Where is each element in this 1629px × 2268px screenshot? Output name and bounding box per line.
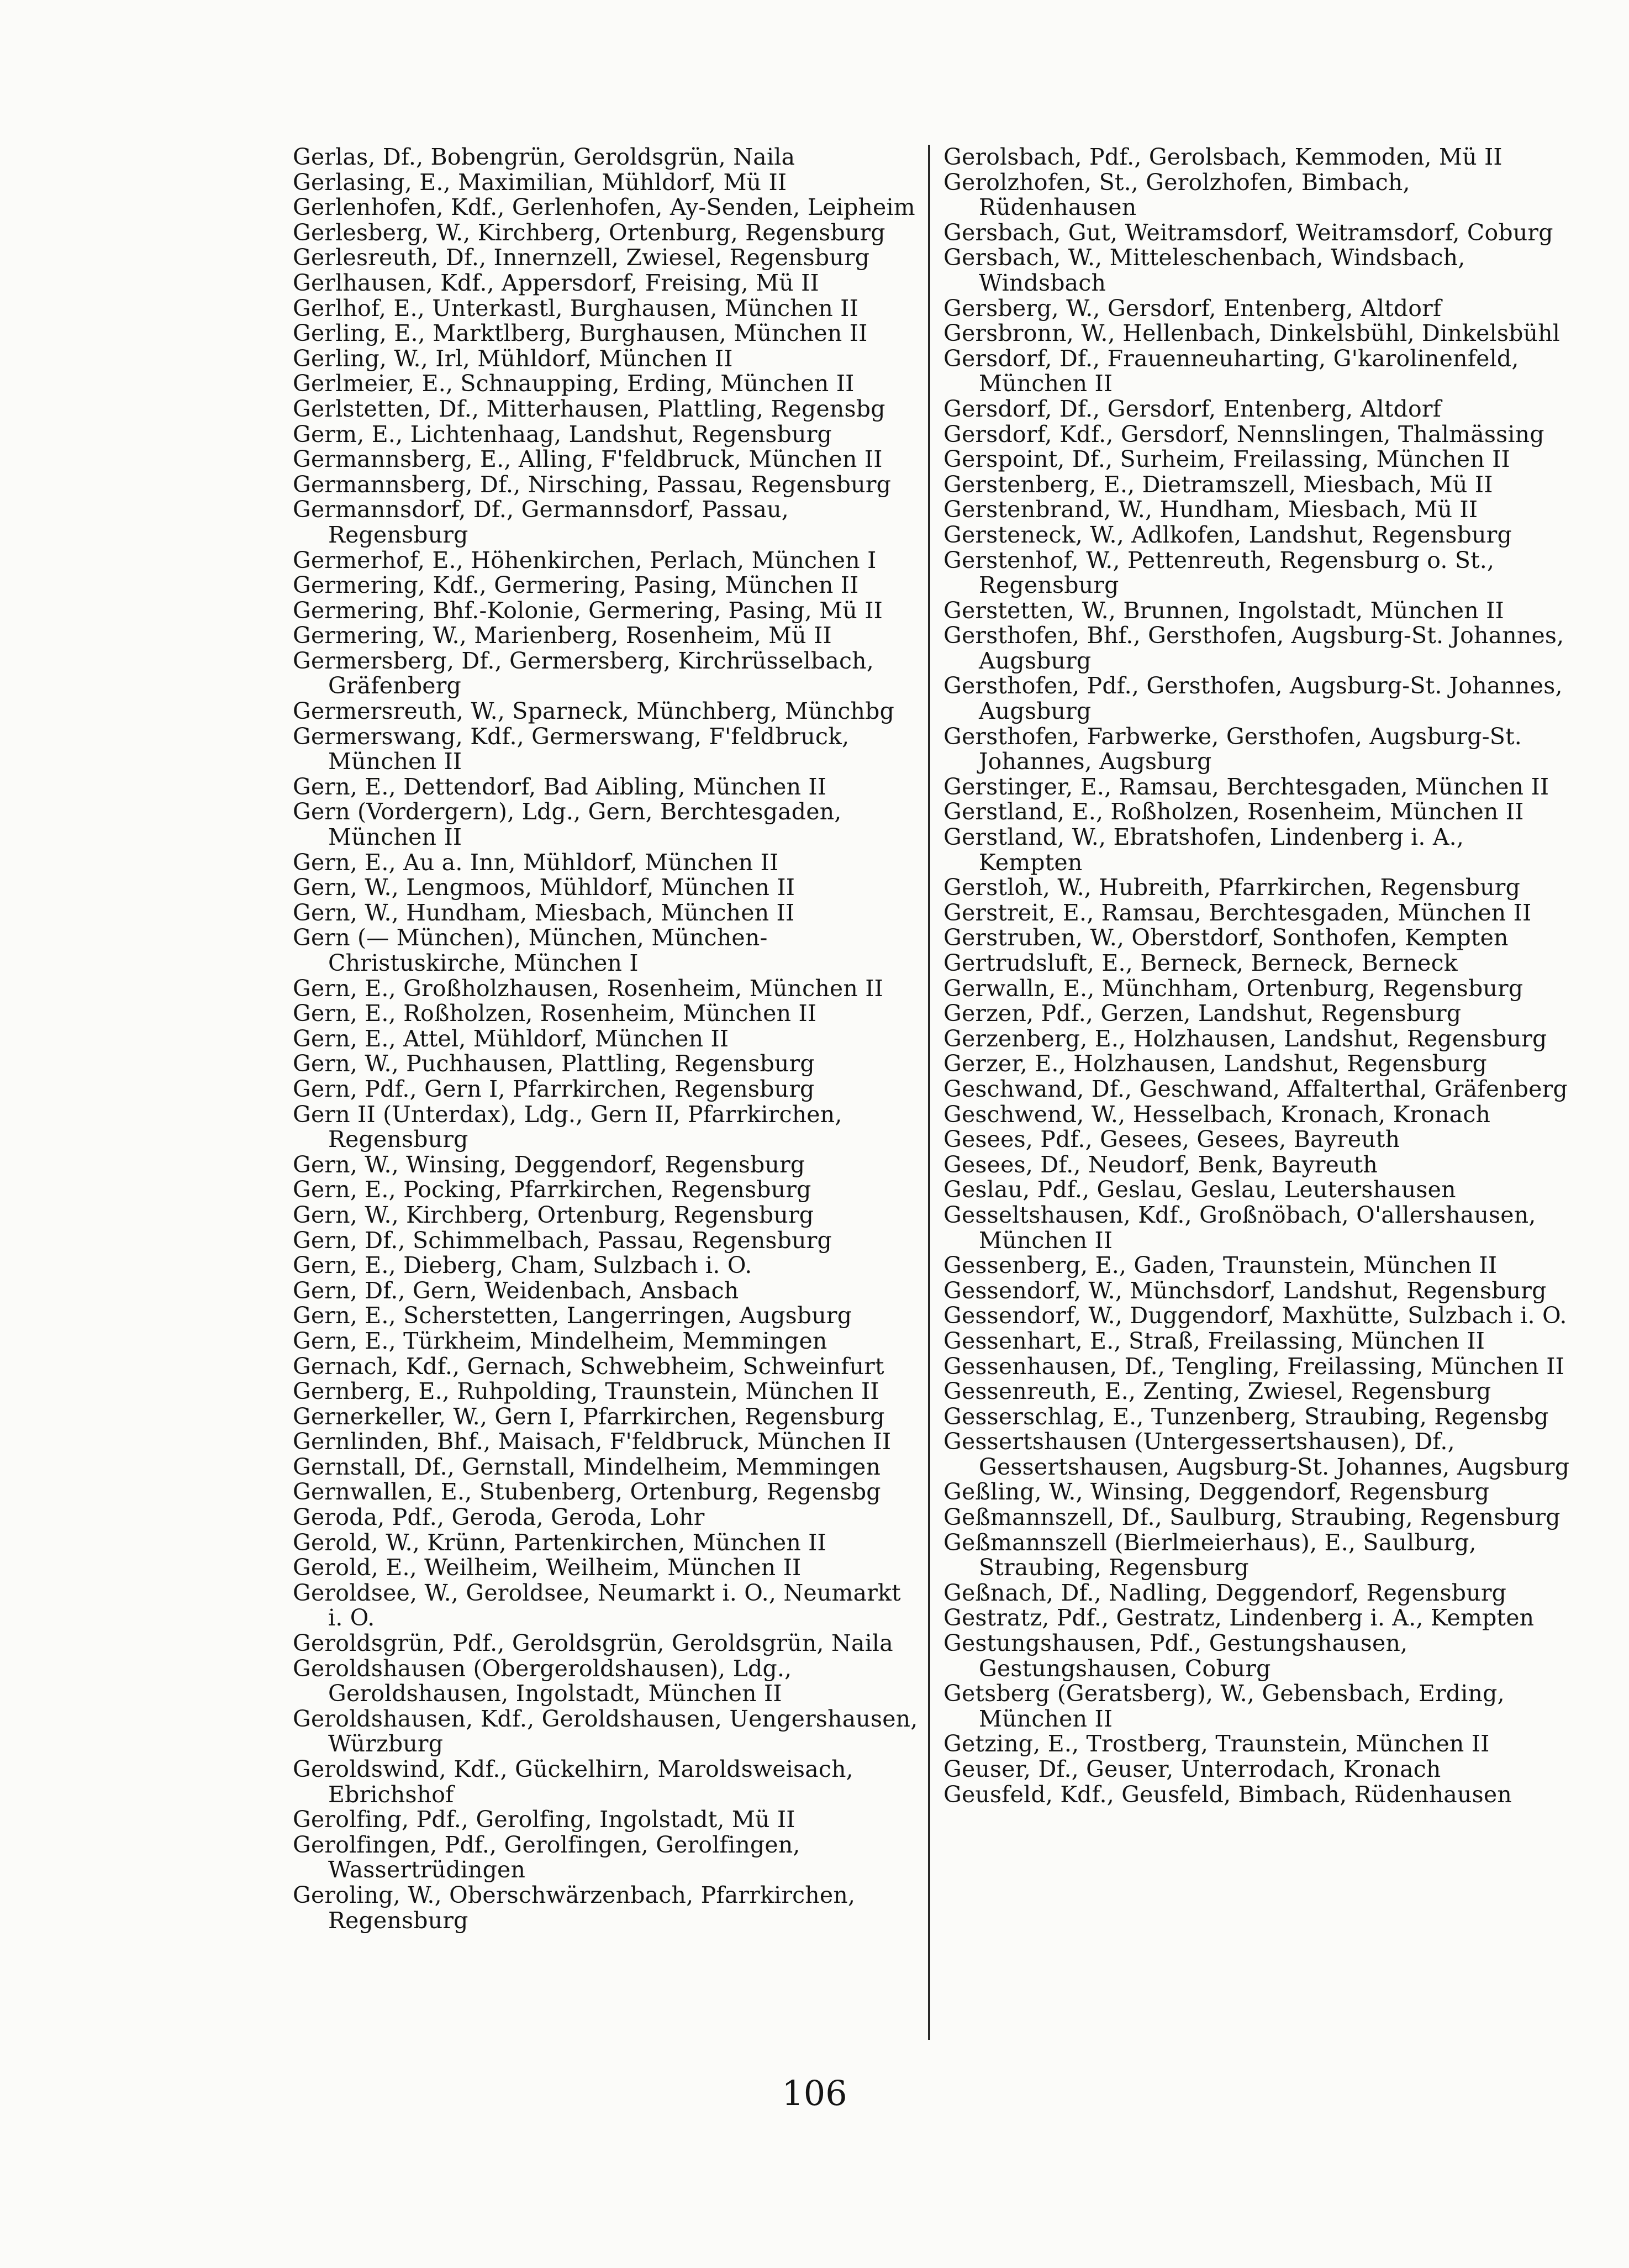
directory-entry: Gerspoint, Df., Surheim, Freilassing, München II	[943, 446, 1510, 473]
directory-entry: Getsberg (Geratsberg), W., Gebensbach, Erding, München II	[943, 1680, 1505, 1732]
directory-entry: Gern, E., Attel, Mühldorf, München II	[293, 1025, 729, 1052]
directory-entry: Gerlmeier, E., Schnaupping, Erding, München II	[293, 370, 855, 397]
directory-entry: Gessertshausen (Untergessertshausen), Df., Gessertshausen, Augsburg-St. Johannes, Augsburg	[943, 1428, 1570, 1480]
directory-entry: Gerstreit, E., Ramsau, Berchtesgaden, München II	[943, 899, 1532, 926]
directory-entry: Gern (Vordergern), Ldg., Gern, Berchtesgaden, München II	[293, 798, 842, 851]
directory-entry: Gern, E., Roßholzen, Rosenheim, München II	[293, 1000, 817, 1027]
directory-entry: Gernlinden, Bhf., Maisach, F'feldbruck, München II	[293, 1428, 892, 1455]
directory-entry: Germering, W., Marienberg, Rosenheim, Mü II	[293, 622, 832, 649]
directory-entry: Gerstenhof, W., Pettenreuth, Regensburg o. St., Regensburg	[943, 546, 1495, 599]
directory-entry: Gesseltshausen, Kdf., Großnöbach, O'allershausen, München II	[943, 1201, 1536, 1254]
directory-entry: Gern, W., Hundham, Miesbach, München II	[293, 899, 795, 926]
directory-entry: Gernwallen, E., Stubenberg, Ortenburg, Regensbg	[293, 1478, 881, 1506]
directory-entry: Gerlhausen, Kdf., Appersdorf, Freising, Mü II	[293, 269, 819, 296]
directory-entry: Germannsberg, Df., Nirsching, Passau, Regensburg	[293, 471, 892, 498]
directory-entry: Gerzer, E., Holzhausen, Landshut, Regensburg	[943, 1050, 1487, 1077]
directory-entry: Geroldswind, Kdf., Gückelhirn, Maroldsweisach, Ebrichshof	[293, 1756, 853, 1808]
directory-entry: Gern II (Unterdax), Ldg., Gern II, Pfarrkirchen, Regensburg	[293, 1101, 842, 1153]
directory-entry: Geschwand, Df., Geschwand, Affalterthal, Gräfenberg	[943, 1075, 1568, 1102]
directory-entry: Gerlasing, E., Maximilian, Mühldorf, Mü II	[293, 169, 787, 196]
directory-entry: Gerling, E., Marktlberg, Burghausen, München II	[293, 320, 868, 347]
directory-entry: Gersthofen, Bhf., Gersthofen, Augsburg-St. Johannes, Augsburg	[943, 622, 1564, 674]
directory-entry: Gerold, E., Weilheim, Weilheim, München II	[293, 1554, 802, 1581]
directory-entry: Germering, Bhf.-Kolonie, Germering, Pasing, Mü II	[293, 597, 883, 624]
directory-entry: Gessenreuth, E., Zenting, Zwiesel, Regensburg	[943, 1378, 1491, 1405]
directory-entry: Geroda, Pdf., Geroda, Geroda, Lohr	[293, 1504, 705, 1531]
directory-entry: Geroldsgrün, Pdf., Geroldsgrün, Geroldsgrün, Naila	[293, 1630, 893, 1657]
directory-entry: Gern, E., Türkheim, Mindelheim, Memmingen	[293, 1327, 827, 1354]
column-divider	[928, 145, 930, 2040]
directory-entry: Gerolfingen, Pdf., Gerolfingen, Gerolfingen, Wassertrüdingen	[293, 1831, 800, 1883]
directory-entry: Gersdorf, Df., Frauenneuharting, G'karolinenfeld, München II	[943, 345, 1519, 397]
directory-entry: Gerlstetten, Df., Mitterhausen, Plattling, Regensbg	[293, 395, 885, 422]
directory-entry: Gersberg, W., Gersdorf, Entenberg, Altdorf	[943, 294, 1442, 322]
directory-entry: Gesees, Pdf., Gesees, Gesees, Bayreuth	[943, 1126, 1400, 1153]
directory-entry: Gerzenberg, E., Holzhausen, Landshut, Regensburg	[943, 1025, 1547, 1052]
directory-entry: Geßling, W., Winsing, Deggendorf, Regensburg	[943, 1478, 1490, 1506]
directory-entry: Germerhof, E., Höhenkirchen, Perlach, München I	[293, 546, 877, 573]
directory-entry: Gersbach, Gut, Weitramsdorf, Weitramsdorf, Coburg	[943, 219, 1553, 246]
directory-entry: Gersdorf, Df., Gersdorf, Entenberg, Altdorf	[943, 395, 1442, 422]
directory-entry: Gern, E., Pocking, Pfarrkirchen, Regensburg	[293, 1176, 811, 1203]
directory-entry: Gersbach, W., Mitteleschenbach, Windsbach, Windsbach	[943, 244, 1465, 296]
right-column	[943, 145, 1573, 1807]
directory-entry: Gerstenbrand, W., Hundham, Miesbach, Mü II	[943, 496, 1478, 523]
directory-entry: Germannsberg, E., Alling, F'feldbruck, München II	[293, 446, 883, 473]
directory-entry: Gerolzhofen, St., Gerolzhofen, Bimbach, Rüdenhausen	[943, 169, 1410, 221]
directory-entry: Gestungshausen, Pdf., Gestungshausen, Gestungshausen, Coburg	[943, 1630, 1408, 1682]
directory-entry: Gernach, Kdf., Gernach, Schwebheim, Schweinfurt	[293, 1353, 884, 1380]
directory-entry: Gessendorf, W., Duggendorf, Maxhütte, Sulzbach i. O.	[943, 1302, 1567, 1329]
directory-entry: Gertrudsluft, E., Berneck, Berneck, Berneck	[943, 950, 1458, 976]
directory-entry: Gerzen, Pdf., Gerzen, Landshut, Regensburg	[943, 1000, 1462, 1027]
directory-entry: Gersbronn, W., Hellenbach, Dinkelsbühl, Dinkelsbühl	[943, 320, 1561, 347]
directory-entry: Geßnach, Df., Nadling, Deggendorf, Regensburg	[943, 1579, 1507, 1606]
directory-entry: Germersberg, Df., Germersberg, Kirchrüsselbach, Gräfenberg	[293, 647, 874, 699]
directory-entry: Gernstall, Df., Gernstall, Mindelheim, Memmingen	[293, 1453, 881, 1480]
directory-entry: Gern, W., Kirchberg, Ortenburg, Regensburg	[293, 1201, 814, 1228]
directory-entry: Geusfeld, Kdf., Geusfeld, Bimbach, Rüdenhausen	[943, 1781, 1512, 1808]
directory-entry: Getzing, E., Trostberg, Traunstein, München II	[943, 1730, 1490, 1757]
directory-entry: Gerlenhofen, Kdf., Gerlenhofen, Ay-Senden, Leipheim	[293, 194, 915, 221]
directory-entry: Geroldsee, W., Geroldsee, Neumarkt i. O., Neumarkt i. O.	[293, 1579, 901, 1632]
directory-entry: Geßmannszell, Df., Saulburg, Straubing, Regensburg	[943, 1504, 1561, 1531]
directory-entry: Gerstetten, W., Brunnen, Ingolstadt, München II	[943, 597, 1504, 624]
directory-entry: Gersdorf, Kdf., Gersdorf, Nennslingen, Thalmässing	[943, 420, 1544, 448]
directory-entry: Gern, Df., Gern, Weidenbach, Ansbach	[293, 1277, 739, 1304]
directory-entry: Gerolsbach, Pdf., Gerolsbach, Kemmoden, Mü II	[943, 144, 1503, 170]
directory-entry: Gern, W., Winsing, Deggendorf, Regensburg	[293, 1151, 805, 1178]
directory-entry: Gern, E., Scherstetten, Langerringen, Augsburg	[293, 1302, 852, 1329]
directory-entry: Gerstland, W., Ebratshofen, Lindenberg i. A., Kempten	[943, 824, 1464, 876]
directory-entry: Gern, E., Großholzhausen, Rosenheim, München II	[293, 975, 884, 1002]
directory-entry: Gerstenberg, E., Dietramszell, Miesbach, Mü II	[943, 471, 1493, 498]
directory-entry: Gern, W., Puchhausen, Plattling, Regensburg	[293, 1050, 815, 1077]
directory-entry: Gern, W., Lengmoos, Mühldorf, München II	[293, 874, 795, 901]
directory-entry: Gesserschlag, E., Tunzenberg, Straubing, Regensbg	[943, 1403, 1549, 1430]
directory-entry: Gernberg, E., Ruhpolding, Traunstein, München II	[293, 1378, 879, 1405]
directory-entry: Gern, E., Dettendorf, Bad Aibling, München II	[293, 773, 827, 800]
directory-entry: Gersteneck, W., Adlkofen, Landshut, Regensburg	[943, 521, 1512, 548]
directory-entry: Germ, E., Lichtenhaag, Landshut, Regensburg	[293, 420, 832, 448]
directory-entry: Gessenhausen, Df., Tengling, Freilassing, München II	[943, 1353, 1565, 1380]
directory-entry: Germannsdorf, Df., Germannsdorf, Passau, Regensburg	[293, 496, 789, 548]
directory-entry: Geschwend, W., Hesselbach, Kronach, Kronach	[943, 1101, 1491, 1128]
directory-entry: Gerwalln, E., Münchham, Ortenburg, Regensburg	[943, 975, 1523, 1002]
directory-entry: Gessenhart, E., Straß, Freilassing, München II	[943, 1327, 1485, 1354]
directory-entry: Gessenberg, E., Gaden, Traunstein, München II	[943, 1252, 1498, 1279]
directory-entry: Gerlesreuth, Df., Innernzell, Zwiesel, Regensburg	[293, 244, 870, 271]
directory-entry: Geroldshausen (Obergeroldshausen), Ldg., Geroldshausen, Ingolstadt, München II	[293, 1655, 792, 1707]
directory-entry: Gerstland, E., Roßholzen, Rosenheim, München II	[943, 798, 1524, 825]
directory-entry: Gerold, W., Krünn, Partenkirchen, München II	[293, 1529, 826, 1556]
directory-entry: Gersthofen, Pdf., Gersthofen, Augsburg-St. Johannes, Augsburg	[943, 672, 1563, 725]
directory-entry: Gerstruben, W., Oberstdorf, Sonthofen, Kempten	[943, 924, 1509, 951]
directory-entry: Gerlesberg, W., Kirchberg, Ortenburg, Regensburg	[293, 219, 885, 246]
directory-entry: Gerlhof, E., Unterkastl, Burghausen, München II	[293, 294, 858, 322]
directory-entry: Gern, E., Dieberg, Cham, Sulzbach i. O.	[293, 1252, 752, 1279]
directory-entry: Gern (— München), München, München-Christuskirche, München I	[293, 924, 768, 976]
directory-entry: Gessendorf, W., Münchsdorf, Landshut, Regensburg	[943, 1277, 1547, 1304]
directory-entry: Gern, Df., Schimmelbach, Passau, Regensburg	[293, 1227, 832, 1254]
directory-entry: Germersreuth, W., Sparneck, Münchberg, Münchbg	[293, 698, 895, 725]
left-column	[293, 145, 922, 1933]
directory-entry: Geroldshausen, Kdf., Geroldshausen, Uengershausen, Würzburg	[293, 1705, 918, 1757]
directory-entry: Gerolfing, Pdf., Gerolfing, Ingolstadt, Mü II	[293, 1806, 795, 1833]
page-number: 106	[782, 2073, 847, 2113]
directory-entry: Geßmannszell (Bierlmeierhaus), E., Saulburg, Straubing, Regensburg	[943, 1529, 1477, 1581]
directory-entry: Gerling, W., Irl, Mühldorf, München II	[293, 345, 733, 372]
directory-entry: Gesees, Df., Neudorf, Benk, Bayreuth	[943, 1151, 1378, 1178]
directory-entry: Geuser, Df., Geuser, Unterrodach, Kronach	[943, 1756, 1441, 1782]
directory-entry: Germering, Kdf., Germering, Pasing, München II	[293, 572, 859, 599]
directory-entry: Gerstloh, W., Hubreith, Pfarrkirchen, Regensburg	[943, 874, 1521, 901]
directory-entry: Gern, Pdf., Gern I, Pfarrkirchen, Regensburg	[293, 1075, 815, 1102]
directory-entry: Geslau, Pdf., Geslau, Geslau, Leutershausen	[943, 1176, 1456, 1203]
directory-entry: Geroling, W., Oberschwärzenbach, Pfarrkirchen, Regensburg	[293, 1881, 856, 1934]
directory-entry: Gersthofen, Farbwerke, Gersthofen, Augsburg-St. Johannes, Augsburg	[943, 723, 1522, 775]
directory-entry: Germerswang, Kdf., Germerswang, F'feldbruck, München II	[293, 723, 850, 775]
directory-entry: Gern, E., Au a. Inn, Mühldorf, München II	[293, 849, 779, 876]
directory-entry: Gernerkeller, W., Gern I, Pfarrkirchen, Regensburg	[293, 1403, 885, 1430]
directory-entry: Gerstinger, E., Ramsau, Berchtesgaden, München II	[943, 773, 1549, 800]
directory-entry: Gestratz, Pdf., Gestratz, Lindenberg i. A., Kempten	[943, 1604, 1535, 1632]
directory-entry: Gerlas, Df., Bobengrün, Geroldsgrün, Naila	[293, 144, 795, 170]
